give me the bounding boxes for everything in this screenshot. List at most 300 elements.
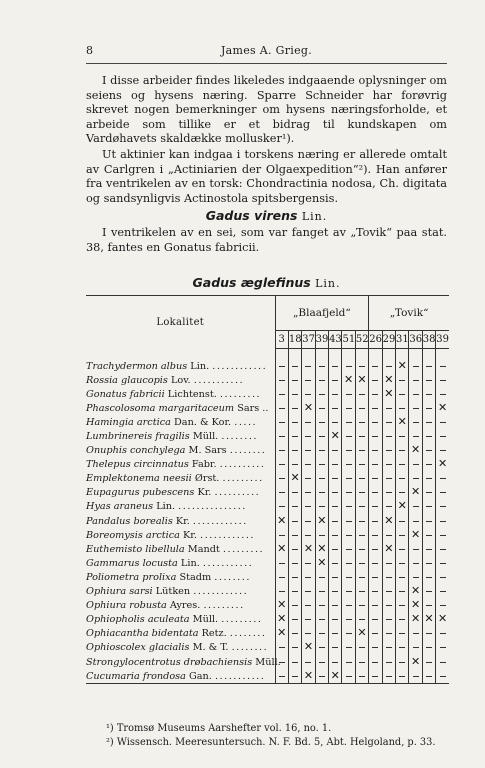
- absence-dash: [369, 444, 382, 458]
- species-name: Emplektonema neesii: [86, 473, 192, 485]
- species-author: Dan. & Kor.: [174, 416, 232, 428]
- absence-dash: [288, 669, 301, 684]
- absence-dash: [422, 514, 435, 528]
- absence-dash: [342, 458, 355, 472]
- presence-mark: ✕: [438, 612, 448, 626]
- absence-dash: [315, 401, 328, 415]
- species-cell: [86, 528, 275, 542]
- absence-dash: [422, 500, 435, 514]
- running-header: [86, 44, 447, 60]
- presence-mark: ✕: [275, 542, 288, 556]
- absence-dash: [342, 415, 355, 429]
- absence-dash: [302, 387, 315, 401]
- species-author: Kr.: [197, 487, 212, 499]
- stomach-contents-table: [86, 295, 449, 684]
- species-name: Strongylocentrotus drøbachiensis: [86, 656, 253, 668]
- species-name: Gammarus locusta: [86, 557, 178, 569]
- species-cell: [86, 387, 275, 401]
- absence-dash: [329, 627, 342, 641]
- absence-dash: [355, 486, 368, 500]
- absence-dash: [302, 585, 315, 599]
- absence-dash: [275, 472, 288, 486]
- species-cell: [86, 429, 275, 443]
- absence-dash: [275, 415, 288, 429]
- leader-dots: ........: [221, 431, 258, 443]
- presence-mark: ✕: [382, 542, 395, 556]
- absence-dash: [275, 585, 288, 599]
- absence-dash: [342, 387, 355, 401]
- absence-dash: [288, 359, 301, 373]
- absence-dash: [422, 641, 435, 655]
- table-title-species: Gadus æglefinus: [192, 275, 311, 290]
- absence-dash: [288, 387, 301, 401]
- footnote-text: Tromsø Museums Aarshefter vol. 16, no. 1.: [116, 723, 332, 734]
- absence-dash: [382, 655, 395, 669]
- leader-dots: .........: [219, 388, 262, 400]
- absence-dash: [409, 458, 422, 472]
- absence-dash: [436, 429, 449, 443]
- table-row: [86, 415, 449, 429]
- absence-dash: [342, 627, 355, 641]
- absence-dash: [355, 570, 368, 584]
- presence-mark: ✕: [302, 669, 315, 684]
- absence-dash: [422, 387, 435, 401]
- absence-dash: [422, 429, 435, 443]
- absence-dash: [382, 500, 395, 514]
- absence-dash: [396, 669, 409, 684]
- species-cell: [86, 641, 275, 655]
- species-cell: [86, 655, 281, 669]
- absence-dash: [342, 486, 355, 500]
- leader-dots: ........: [229, 445, 267, 457]
- absence-dash: [342, 585, 355, 599]
- absence-dash: [342, 556, 355, 570]
- species-author: Retz.: [201, 628, 227, 640]
- absence-dash: [329, 556, 342, 570]
- absence-dash: [422, 542, 435, 556]
- absence-dash: [369, 359, 382, 373]
- leader-dots: ..........: [219, 459, 266, 471]
- absence-dash: [275, 444, 288, 458]
- leader-dots: ............: [192, 515, 248, 527]
- absence-dash: [288, 514, 301, 528]
- absence-dash: [409, 472, 422, 486]
- absence-dash: [409, 641, 422, 655]
- leader-dots: ...............: [178, 501, 247, 513]
- species-name: Boreomysis arctica: [86, 529, 180, 541]
- absence-dash: [288, 429, 301, 443]
- absence-dash: [396, 655, 409, 669]
- absence-dash: [329, 401, 342, 415]
- absence-dash: [355, 528, 368, 542]
- absence-dash: [382, 429, 395, 443]
- absence-dash: [409, 627, 422, 641]
- absence-dash: [355, 444, 368, 458]
- absence-dash: [302, 655, 315, 669]
- presence-mark: ✕: [329, 429, 342, 443]
- presence-mark: ✕: [396, 359, 409, 373]
- absence-dash: [422, 401, 435, 415]
- absence-dash: [342, 613, 355, 627]
- absence-dash: [302, 486, 315, 500]
- absence-dash: [436, 585, 449, 599]
- absence-dash: [288, 401, 301, 415]
- absence-dash: [355, 655, 368, 669]
- absence-dash: [369, 669, 382, 684]
- absence-dash: [302, 613, 315, 627]
- absence-dash: [369, 627, 382, 641]
- absence-dash: [436, 415, 449, 429]
- absence-dash: [409, 401, 422, 415]
- species-author: Mandt: [187, 543, 220, 555]
- table-row: [86, 556, 449, 570]
- absence-dash: [288, 556, 301, 570]
- absence-dash: [342, 655, 355, 669]
- absence-dash: [436, 528, 449, 542]
- absence-dash: [369, 528, 382, 542]
- absence-dash: [409, 556, 422, 570]
- absence-dash: [275, 528, 288, 542]
- table-row: [86, 627, 449, 641]
- absence-dash: [369, 373, 382, 387]
- absence-dash: [396, 585, 409, 599]
- table-row: [86, 373, 449, 387]
- station-header: 38: [422, 331, 435, 349]
- footnote-1: [86, 722, 447, 736]
- absence-dash: [315, 486, 328, 500]
- presence-mark: ✕: [409, 599, 422, 613]
- table-row: [86, 387, 449, 401]
- absence-dash: [275, 655, 288, 669]
- species-author: Kr.: [183, 529, 197, 541]
- absence-dash: [315, 599, 328, 613]
- absence-dash: [315, 528, 328, 542]
- species-cell: [86, 500, 275, 514]
- absence-dash: [396, 528, 409, 542]
- species-author: Gan.: [189, 670, 212, 682]
- absence-dash: [302, 570, 315, 584]
- species-cell: [86, 514, 275, 528]
- group-header-tovik: „Tovik“: [369, 296, 449, 331]
- absence-dash: [302, 458, 315, 472]
- absence-dash: [382, 486, 395, 500]
- species-author: Lin.: [301, 210, 328, 224]
- absence-dash: [355, 514, 368, 528]
- absence-dash: [329, 570, 342, 584]
- absence-dash: [315, 627, 328, 641]
- absence-dash: [329, 542, 342, 556]
- absence-dash: [315, 641, 328, 655]
- presence-mark: ✕: [302, 542, 315, 556]
- absence-dash: [436, 486, 449, 500]
- absence-dash: [396, 599, 409, 613]
- absence-dash: [288, 585, 301, 599]
- absence-dash: [369, 500, 382, 514]
- absence-dash: [355, 500, 368, 514]
- presence-mark: ✕: [409, 655, 422, 669]
- absence-dash: [315, 500, 328, 514]
- absence-dash: [329, 373, 342, 387]
- species-name: Gonatus fabricii: [86, 388, 165, 400]
- absence-dash: [329, 500, 342, 514]
- station-header: 51: [342, 331, 355, 349]
- absence-dash: [422, 556, 435, 570]
- presence-mark: ✕: [315, 542, 328, 556]
- species-cell: [86, 458, 275, 472]
- absence-dash: [409, 542, 422, 556]
- absence-dash: [369, 613, 382, 627]
- table-row: [86, 401, 449, 415]
- species-name: Hyas araneus: [86, 501, 154, 513]
- absence-dash: [275, 641, 288, 655]
- group-header-blaafjeld: „Blaafjeld“: [275, 296, 369, 331]
- species-cell: [86, 570, 275, 584]
- absence-dash: [436, 542, 449, 556]
- species-name: Euthemisto libellula: [86, 543, 185, 555]
- absence-dash: [396, 401, 409, 415]
- absence-dash: [382, 585, 395, 599]
- absence-dash: [315, 655, 328, 669]
- absence-dash: [409, 373, 422, 387]
- absence-dash: [302, 359, 315, 373]
- absence-dash: [355, 556, 368, 570]
- station-header: 52: [355, 331, 368, 349]
- presence-mark: ✕: [422, 613, 435, 627]
- presence-mark: ✕: [275, 627, 288, 641]
- absence-dash: [436, 556, 449, 570]
- species-name: Rossia glaucopis: [86, 374, 168, 386]
- leader-dots: ...........: [193, 374, 245, 386]
- absence-dash: [275, 458, 288, 472]
- absence-dash: [329, 641, 342, 655]
- species-author: Lov.: [170, 374, 191, 386]
- absence-dash: [342, 401, 355, 415]
- absence-dash: [342, 599, 355, 613]
- species-cell: [86, 444, 275, 458]
- absence-dash: [275, 359, 288, 373]
- absence-dash: [288, 458, 301, 472]
- presence-mark: ✕: [438, 400, 448, 414]
- table-row: [86, 486, 449, 500]
- absence-dash: [288, 570, 301, 584]
- table-row: [86, 599, 449, 613]
- absence-dash: [288, 528, 301, 542]
- absence-dash: [329, 359, 342, 373]
- presence-mark: ✕: [355, 627, 368, 641]
- footnotes: [86, 722, 447, 750]
- absence-dash: [382, 415, 395, 429]
- station-header: 43: [329, 331, 342, 349]
- table-row: [86, 528, 449, 542]
- station-header: 3: [275, 331, 288, 349]
- absence-dash: [315, 444, 328, 458]
- paragraph-3: I ventrikelen av en sei, som var fanget av „Tovik“ paa stat. 38, fantes en Gonatus fabricii.: [86, 225, 447, 254]
- species-author: Ørst.: [194, 473, 220, 485]
- absence-dash: [315, 472, 328, 486]
- species-name: Ophiura sarsi: [86, 586, 153, 598]
- absence-dash: [355, 359, 368, 373]
- species-name: Trachydermon albus: [86, 360, 188, 372]
- species-name: Phascolosoma margaritaceum: [86, 402, 235, 414]
- leader-dots: ...........: [214, 670, 266, 682]
- header-rule: [86, 63, 447, 64]
- species-cell: [86, 401, 275, 415]
- absence-dash: [355, 613, 368, 627]
- table-row: [86, 444, 449, 458]
- absence-dash: [288, 500, 301, 514]
- absence-dash: [355, 599, 368, 613]
- absence-dash: [436, 514, 449, 528]
- species-author: Lütken: [155, 586, 191, 598]
- absence-dash: [436, 444, 449, 458]
- absence-dash: [382, 669, 395, 684]
- absence-dash: [409, 500, 422, 514]
- absence-dash: [329, 655, 342, 669]
- presence-mark: ✕: [409, 585, 422, 599]
- station-header: 39: [315, 331, 328, 349]
- presence-mark: ✕: [342, 373, 355, 387]
- absence-dash: [288, 486, 301, 500]
- presence-mark: ✕: [302, 641, 315, 655]
- absence-dash: [275, 387, 288, 401]
- paragraph-2: Ut aktinier kan indgaa i torskens næring er allerede omtalt av Carlgren i „Actiniarien der Olgaexpedition“²). Han anfører fra ventrikelen av en torsk: Chondractinia nodosa, Ch. digitata og sandsynligvis Actinostola spitsbergensis.: [86, 147, 447, 205]
- absence-dash: [302, 514, 315, 528]
- running-title: James A. Grieg.: [220, 44, 313, 57]
- presence-mark: ✕: [382, 387, 395, 401]
- absence-dash: [355, 542, 368, 556]
- absence-dash: [329, 458, 342, 472]
- species-author: Müll.: [192, 614, 219, 626]
- absence-dash: [436, 641, 449, 655]
- absence-dash: [315, 458, 328, 472]
- absence-dash: [422, 570, 435, 584]
- species-author: Lichtenst.: [167, 388, 217, 400]
- presence-mark: ✕: [275, 599, 288, 613]
- absence-dash: [275, 401, 288, 415]
- absence-dash: [396, 429, 409, 443]
- absence-dash: [288, 627, 301, 641]
- species-author: Müll.: [255, 656, 281, 668]
- leader-dots: ............: [193, 586, 249, 598]
- presence-mark: ✕: [396, 500, 409, 514]
- presence-mark: ✕: [355, 373, 368, 387]
- absence-dash: [355, 401, 368, 415]
- absence-dash: [382, 444, 395, 458]
- leader-dots: .........: [203, 600, 245, 612]
- absence-dash: [355, 472, 368, 486]
- absence-dash: [436, 599, 449, 613]
- absence-dash: [369, 415, 382, 429]
- absence-dash: [382, 627, 395, 641]
- absence-dash: [329, 528, 342, 542]
- absence-dash: [329, 585, 342, 599]
- species-name: Poliometra prolixa: [86, 571, 177, 583]
- species-name: Ophiopholis aculeata: [86, 614, 190, 626]
- absence-dash: [382, 401, 395, 415]
- absence-dash: [355, 387, 368, 401]
- species-cell: [86, 373, 275, 387]
- absence-dash: [275, 570, 288, 584]
- absence-dash: [302, 500, 315, 514]
- leader-dots: .....: [234, 416, 258, 428]
- absence-dash: [288, 415, 301, 429]
- absence-dash: [396, 556, 409, 570]
- species-author: Lin.: [156, 501, 176, 513]
- species-cell: [86, 669, 275, 684]
- absence-dash: [382, 472, 395, 486]
- absence-dash: [342, 641, 355, 655]
- leader-dots: ..........: [214, 487, 261, 499]
- species-name: Hamingia arctica: [86, 416, 171, 428]
- absence-dash: [342, 444, 355, 458]
- absence-dash: [409, 429, 422, 443]
- species-name: Ophioscolex glacialis: [86, 642, 190, 654]
- table-row: [86, 458, 449, 472]
- page-number: 8: [86, 44, 93, 57]
- absence-dash: [369, 542, 382, 556]
- species-name: Pandalus borealis: [86, 515, 173, 527]
- absence-dash: [275, 500, 288, 514]
- species-cell: [86, 472, 275, 486]
- absence-dash: [342, 472, 355, 486]
- absence-dash: [369, 599, 382, 613]
- species-name: Cucumaria frondosa: [86, 670, 186, 682]
- leader-dots: .........: [221, 614, 263, 626]
- table-row: [86, 500, 449, 514]
- table-row: [86, 429, 449, 443]
- absence-dash: [436, 669, 449, 684]
- footnote-mark: ²): [106, 737, 114, 748]
- absence-dash: [315, 359, 328, 373]
- absence-dash: [355, 669, 368, 684]
- absence-dash: [382, 556, 395, 570]
- absence-dash: [369, 401, 382, 415]
- species-author: Kr.: [175, 515, 190, 527]
- leader-dots: ........: [229, 628, 267, 640]
- table-row: [86, 570, 449, 584]
- absence-dash: [315, 613, 328, 627]
- absence-dash: [382, 599, 395, 613]
- species-cell: [86, 542, 275, 556]
- species-name: Lumbrinereis fragilis: [86, 431, 190, 443]
- leader-dots: ........: [231, 642, 269, 654]
- absence-dash: [382, 641, 395, 655]
- absence-dash: [288, 613, 301, 627]
- absence-dash: [315, 373, 328, 387]
- species-cell: [86, 627, 275, 641]
- absence-dash: [369, 458, 382, 472]
- absence-dash: [329, 514, 342, 528]
- absence-dash: [422, 415, 435, 429]
- paragraph-1: I disse arbeider findes likeledes indgaaende oplysninger om seiens og hysens næring. Sparre Schneider har forøvrig skrevet nogen bemerkninger om hysens næringsforholde, et arbeide som tillike er et bidrag til kundskapen om Vardøhavets skaldække mollusker¹).: [86, 74, 447, 146]
- absence-dash: [409, 570, 422, 584]
- absence-dash: [436, 500, 449, 514]
- absence-dash: [355, 415, 368, 429]
- absence-dash: [302, 627, 315, 641]
- absence-dash: [342, 669, 355, 684]
- absence-dash: [275, 429, 288, 443]
- leader-dots: ............: [200, 529, 255, 541]
- absence-dash: [422, 472, 435, 486]
- absence-dash: [275, 373, 288, 387]
- absence-dash: [369, 514, 382, 528]
- absence-dash: [342, 500, 355, 514]
- absence-dash: [369, 486, 382, 500]
- presence-mark: ✕: [409, 528, 422, 542]
- table-row: [86, 472, 449, 486]
- absence-dash: [342, 429, 355, 443]
- station-header: 29: [382, 331, 395, 349]
